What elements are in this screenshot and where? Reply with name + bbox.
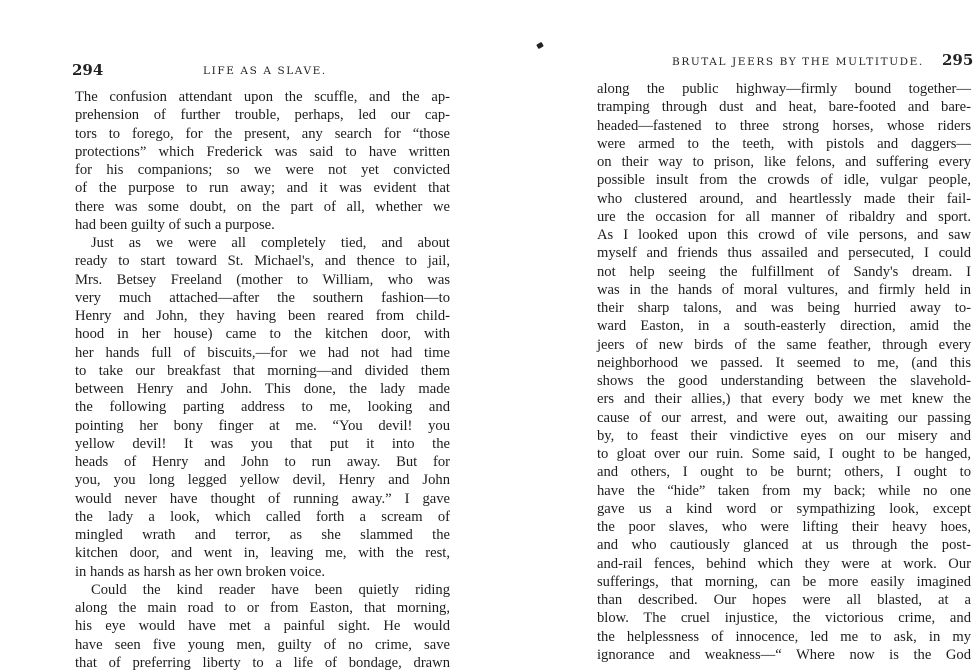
text-line: along the public highway—firmly bound together— [597,81,971,97]
text-line: for his companions; so we were not yet convicted [75,162,450,178]
text-line: his eye would have met a painful sight. He would [75,618,450,635]
left-page [0,0,490,671]
text-line: ignorance and weakness—“ Where now is the God [597,646,971,663]
text-line: ready to start toward St. Michael's, and thence to jail, [75,253,450,270]
text-line: was in the hands of moral vultures, and firmly held in [597,281,971,298]
page-number: 294 [72,61,104,79]
text-line: ers and their allies,) that every body we met knew the [597,391,971,408]
text-line: in hands as harsh as her own broken voice. [75,563,326,580]
text-line: on their way to prison, like felons, and suffering every [597,154,971,170]
text-line: mingled wrath and terror, as she slammed the [75,527,450,543]
text-line: cause of our arrest, and were out, awaiting our passing [597,409,971,426]
text-line: of the purpose to run away; and it was evident that [75,180,450,197]
text-line: shows the good understanding between the slavehold- [597,373,971,389]
text-line: have seen five young men, guilty of no crime, save [75,636,450,653]
text-line: not help seeing the fulfillment of Sandy's dream. I [597,263,971,280]
text-line: tramping through dust and heat, bare-footed and bare- [597,99,971,116]
text-line: along the main road to or from Easton, that morning, [75,600,450,616]
right-body-text [597,80,971,664]
text-line: their sharp talons, and was being hurried away to- [597,300,971,316]
running-head: LIFE AS A SLAVE. [203,65,327,77]
text-line: sufferings, that morning, can be more easily imagined [597,573,971,590]
text-line: the helplessness of innocence, led me to ask, in my [597,628,971,645]
running-head: BRUTAL JEERS BY THE MULTITUDE. [672,56,924,68]
text-line: heads of Henry and John to run away. But for [75,454,450,470]
text-line: her hands full of biscuits,—for we had not had time [75,344,450,361]
text-line: than described. Our hopes were all blasted, at a [597,592,971,608]
text-line: possible insult from the crowds of idle, vulgar people, [597,172,971,189]
text-line: would never have thought of running away.” I gave [75,490,450,507]
text-line: the following parting address to me, looking and [75,399,450,416]
text-line: Henry and John, they having been reared from child- [75,308,450,324]
text-line: to take our breakfast that morning—and divided them [75,362,450,379]
text-line: have the “hide” taken from my back; while no one [597,482,971,499]
right-page [490,0,980,668]
text-line: the lady a look, which called forth a scream of [75,508,450,525]
text-line: myself and friends thus assailed and persecuted, I could [597,245,971,262]
text-line: The confusion attendant upon the scuffle, and the ap- [75,89,450,105]
text-line: headed—fastened to three strong horses, whose riders [597,117,971,134]
text-line: by, to feast their vindictive eyes on our misery and [597,427,971,444]
page-number: 295 [942,51,974,69]
text-line: who clustered around, and heartlessly made their fail- [597,190,971,207]
text-line: between Henry and John. This done, the lady made [75,381,450,397]
text-line: jeers of new birds of the same feather, through every [597,336,971,353]
text-line: tors to forego, for the present, any search for “those [75,125,450,142]
text-line: Could the kind reader have been quietly riding [91,581,450,598]
text-line: prehension of further trouble, perhaps, led our cap- [75,107,450,124]
left-body-text [75,88,450,672]
text-line: hood in her house) came to the kitchen door, with [75,326,450,343]
text-line: the poor slaves, who were lifting their heavy hoes, [597,519,971,535]
text-line: very much attached—after the southern fashion—to [75,289,450,306]
text-line: were armed to the teeth, with pistols and daggers— [597,135,971,152]
text-line: blow. The cruel injustice, the victorious crime, and [597,610,971,627]
text-line: ward Easton, in a south-easterly direction, amid the [597,318,971,335]
text-line: Just as we were all completely tied, and about [91,235,450,251]
text-line: As I looked upon this crowd of vile persons, and saw [597,227,971,243]
text-line: yellow devil! It was you that put it into the [75,435,450,452]
text-line: ure the occasion for all manner of ribaldry and sport. [597,208,971,225]
text-line: pointing her bony finger at me. “You devil! you [75,417,450,434]
text-line: to gloat over our ruin. Some said, I ought to be hanged, [597,446,971,462]
text-line: and-rail fences, behind which they were at work. Our [597,555,971,572]
text-line: there was some doubt, on the part of all, whether we [75,198,450,215]
text-line: had been guilty of such a purpose. [75,216,275,233]
text-line: you, you long legged yellow devil, Henry and John [75,472,450,489]
text-line: gave us a kind word or sympathizing look, except [597,500,971,517]
text-line: protections” which Frederick was said to have written [75,143,450,160]
text-line: and others, I ought to be burnt; others, I ought to [597,464,971,481]
text-line: kitchen door, and went in, leaving me, with the rest, [75,545,450,562]
text-line: that of preferring liberty to a life of bondage, drawn [75,654,450,671]
text-line: and who cautiously glanced at us through the post- [597,537,971,554]
text-line: Mrs. Betsey Freeland (mother to William, who was [75,271,450,288]
text-line: neighborhood we passed. It seemed to me, (and this [597,354,971,371]
